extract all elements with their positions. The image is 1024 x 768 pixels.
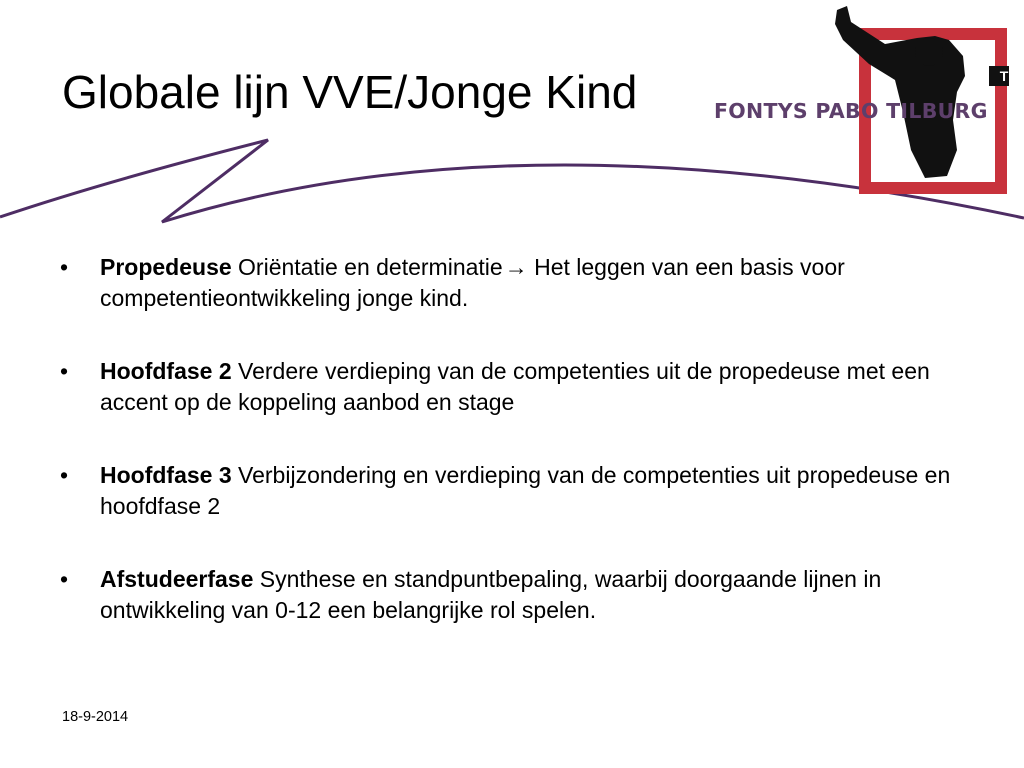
bullet-text-before-arrow: Oriëntatie en determinatie: [238, 254, 503, 280]
slide-title: Globale lijn VVE/Jonge Kind: [62, 66, 638, 118]
bullet-text: Verdere verdieping van de competenties uit de propedeuse met een accent op de koppeling aanbod en stage: [100, 358, 930, 415]
list-item: [58, 356, 978, 418]
bullet-list: [58, 252, 978, 668]
logo-text: FONTYS PABO TILBURG: [714, 99, 988, 123]
list-item: [58, 252, 978, 314]
list-item: [58, 564, 978, 626]
bullet-marker: •: [60, 566, 69, 592]
logo-badge-letter: T: [999, 68, 1009, 84]
bullet-text: Synthese en standpuntbepaling, waarbij doorgaande lijnen in ontwikkeling van 0-12 een belangrijke rol spelen.: [100, 566, 882, 623]
bullet-text: Het leggen van een basis voor competentieontwikkeling jonge kind.: [100, 254, 845, 311]
footer-date: 18-9-2014: [62, 709, 129, 725]
bullet-marker: •: [60, 358, 69, 384]
list-item: [58, 460, 978, 522]
bullet-term: Hoofdfase 3: [100, 462, 232, 488]
bullet-term: Hoofdfase 2: [100, 358, 232, 384]
bullet-marker: •: [60, 462, 69, 488]
bullet-term: Afstudeerfase: [100, 566, 254, 592]
bullet-marker: •: [60, 254, 69, 280]
right-arrow-icon: →: [504, 254, 528, 280]
bullet-term: Propedeuse: [100, 254, 232, 280]
bullet-text: Verbijzondering en verdieping van de competenties uit propedeuse en hoofdfase 2: [100, 462, 951, 519]
